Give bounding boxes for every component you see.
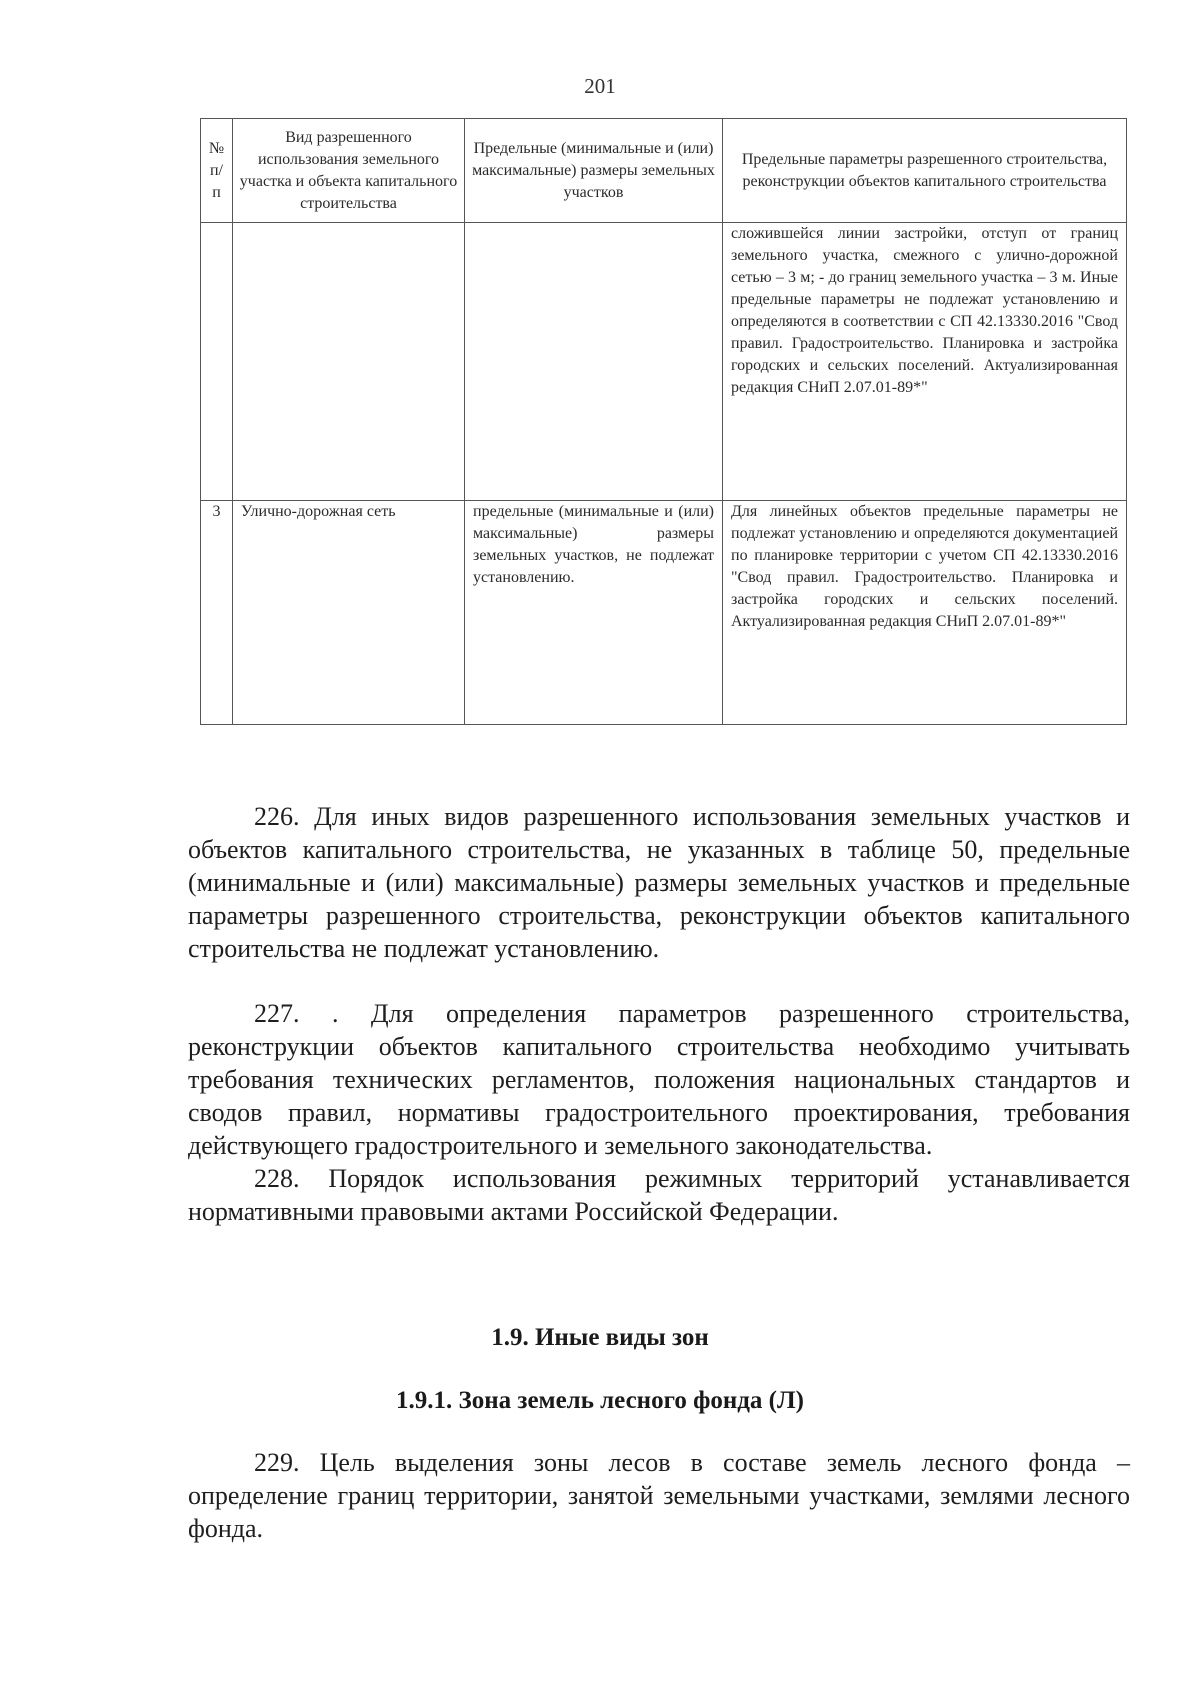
paragraph-228-text: 228. Порядок использования режимных территорий устанавливается нормативными правовыми актами Российской Федерации. xyxy=(188,1164,1130,1226)
header-use-type: Вид разрешенного использования земельного участка и объекта капитального строительства xyxy=(233,119,465,223)
row-number xyxy=(201,223,233,501)
parameters-table xyxy=(200,118,1127,725)
table-row xyxy=(201,501,1127,725)
header-construction-params: Предельные параметры разрешенного строительства, реконструкции объектов капитального строительства xyxy=(723,119,1127,223)
paragraph-226-text: 226. Для иных видов разрешенного использования земельных участков и объектов капитального строительства, не указанных в таблице 50, предельные (минимальные и (или) максимальные) размеры земельных участков и предельные параметры разрешенного строительства, реконструкции объектов капитального строительства не подлежат установлению. xyxy=(188,802,1130,963)
row-construction-params: сложившейся линии застройки, отступ от границ земельного участка, смежного с улично-дорожной сетью – 3 м; - до границ земельного участка – 3 м. Иные предельные параметры не подлежат установлению и определяются в соответствии с СП 42.13330.2016 "Свод правил. Градостроительство. Планировка и застройка городских и сельских поселений. Актуализированная редакция СНиП 2.07.01-89*" xyxy=(723,223,1127,501)
paragraph-229-text: 229. Цель выделения зоны лесов в составе земель лесного фонда – определение границ территории, занятой земельными участками, землями лесного фонда. xyxy=(188,1448,1130,1543)
subsection-heading: 1.9.1. Зона земель лесного фонда (Л) xyxy=(396,1387,804,1414)
header-number: № п/п xyxy=(201,119,233,223)
paragraph-226 xyxy=(188,800,1130,965)
table-row xyxy=(201,223,1127,501)
page-number: 201 xyxy=(584,74,616,98)
row-use-type xyxy=(233,223,465,501)
table-header-row xyxy=(201,119,1127,223)
row-plot-sizes xyxy=(465,223,723,501)
paragraph-227-text: 227. . Для определения параметров разрешенного строительства, реконструкции объектов капитального строительства необходимо учитывать требования технических регламентов, положения национальных стандартов и сводов правил, нормативы градостроительного проектирования, требования действующего градостроительного и земельного законодательства. xyxy=(188,999,1130,1160)
row-construction-params: Для линейных объектов предельные параметры не подлежат установлению и определяются документацией по планировке территории с учетом СП 42.13330.2016 "Свод правил. Градостроительство. Планировка и застройка городских и сельских поселений. Актуализированная редакция СНиП 2.07.01-89*" xyxy=(723,501,1127,725)
row-plot-sizes: предельные (минимальные и (или) максимальные) размеры земельных участков, не подлежат установлению. xyxy=(465,501,723,725)
row-number: 3 xyxy=(201,501,233,725)
paragraph-227 xyxy=(188,997,1130,1162)
paragraph-229 xyxy=(188,1446,1130,1545)
row-use-type: Улично-дорожная сеть xyxy=(233,501,465,725)
paragraph-228 xyxy=(188,1162,1130,1228)
header-plot-sizes: Предельные (минимальные и (или) максимальные) размеры земельных участков xyxy=(465,119,723,223)
section-heading: 1.9. Иные виды зон xyxy=(491,1324,709,1351)
